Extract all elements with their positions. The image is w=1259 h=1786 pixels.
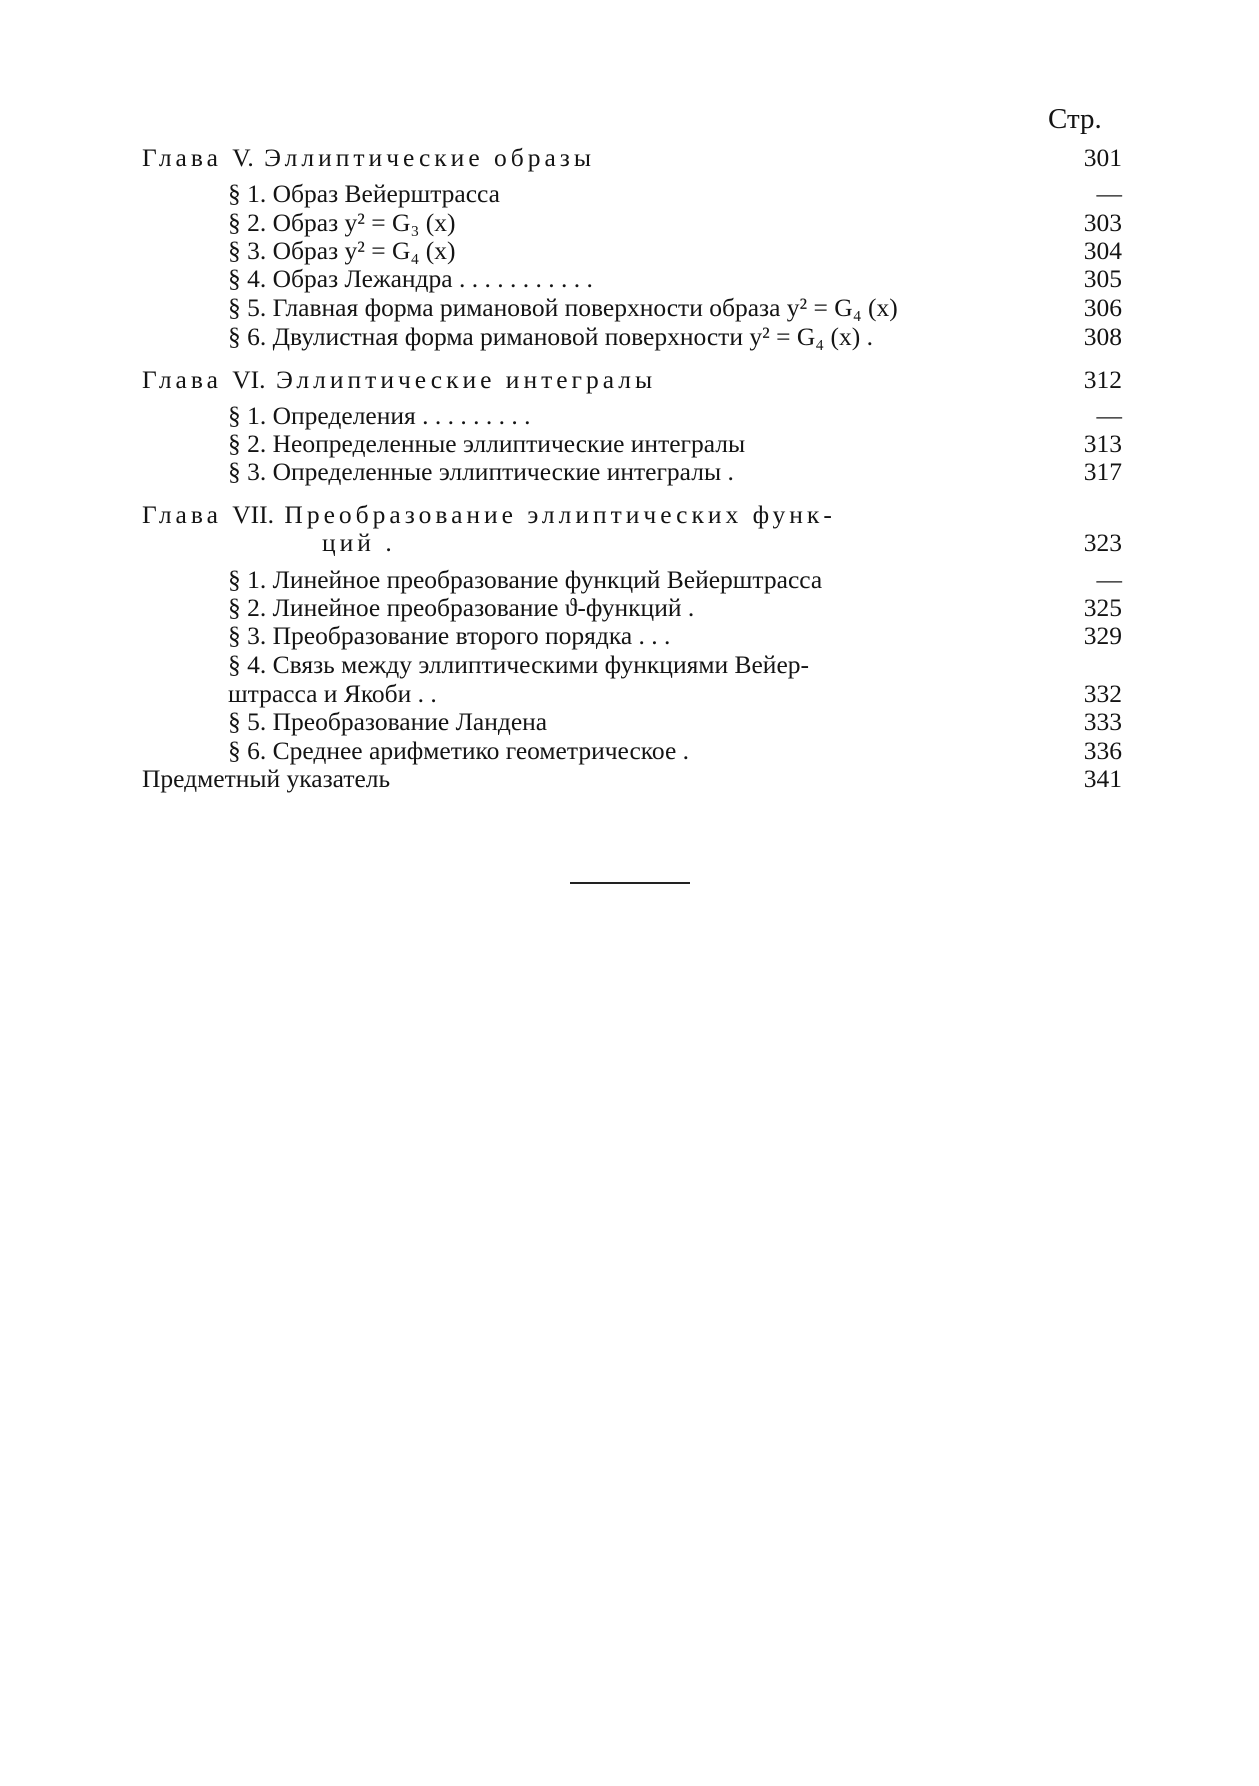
index-title: Предметный указатель <box>142 764 391 793</box>
toc-entry-chapter-5[interactable] <box>142 143 1122 173</box>
section-title: § 1. Образ Вейерштрасса <box>228 179 500 208</box>
page-number: 301 <box>1083 143 1122 172</box>
section-title: § 1. Линейное преобразование функций Вейерштрасса <box>228 565 823 594</box>
chapter-title-cont: ций . <box>322 528 396 557</box>
toc-entry-section[interactable] <box>142 457 1122 487</box>
toc-entry-section[interactable] <box>142 621 1122 651</box>
chapter-numeral: VII. <box>232 500 275 529</box>
chapter-title: Эллиптические образы <box>264 143 596 172</box>
section-title: § 6. Среднее арифметико геометрическое . <box>228 736 690 765</box>
toc-entry-section[interactable] <box>142 293 1122 323</box>
section-title: § 2. Линейное преобразование ϑ-функций . <box>228 593 695 622</box>
section-title: § 4. Образ Лежандра . . . . . . . . . . . <box>228 264 593 293</box>
chapter-title: Преобразование эллиптических функ- <box>284 500 836 529</box>
section-title: § 6. Двулистная форма римановой поверхности y² = G₄ (x) . <box>228 322 874 351</box>
chapter-title: Эллиптические интегралы <box>275 365 657 394</box>
toc-entry-section[interactable] <box>142 401 1122 431</box>
toc-entry-section[interactable] <box>142 264 1122 294</box>
toc-entry-section[interactable] <box>142 322 1122 352</box>
page-number: — <box>1096 401 1122 430</box>
chapter-label: Глава <box>142 500 222 529</box>
toc-entry-chapter-7[interactable] <box>142 500 1122 530</box>
section-title-cont: штрасса и Якоби . . <box>228 679 437 708</box>
page-number: 304 <box>1083 236 1122 265</box>
chapter-numeral: VI. <box>232 365 266 394</box>
page-number: 312 <box>1083 365 1122 394</box>
toc-entry-section-cont[interactable] <box>142 679 1122 709</box>
chapter-label: Глава <box>142 143 222 172</box>
section-title: § 3. Образ y² = G₄ (x) <box>228 236 456 265</box>
page-number: 308 <box>1083 322 1122 351</box>
toc-entry-chapter-6[interactable] <box>142 365 1122 395</box>
toc-entry-section[interactable] <box>142 650 1122 680</box>
toc-entry-section[interactable] <box>142 236 1122 266</box>
toc-entry-section[interactable] <box>142 429 1122 459</box>
section-title: § 4. Связь между эллиптическими функциями Вейер- <box>228 650 810 679</box>
toc-entry-index[interactable] <box>142 764 1122 794</box>
section-title: § 1. Определения . . . . . . . . . <box>228 401 531 430</box>
page-number: 323 <box>1083 528 1122 557</box>
toc-entry-section[interactable] <box>142 179 1122 209</box>
page-number: — <box>1096 565 1122 594</box>
toc-entry-section[interactable] <box>142 208 1122 238</box>
toc-entry-section[interactable] <box>142 565 1122 595</box>
section-title: § 3. Преобразование второго порядка . . . <box>228 621 671 650</box>
page-number: 333 <box>1083 707 1122 736</box>
toc-entry-section[interactable] <box>142 736 1122 766</box>
page-number: 336 <box>1083 736 1122 765</box>
chapter-label: Глава <box>142 365 222 394</box>
toc-entry-section[interactable] <box>142 707 1122 737</box>
chapter-numeral: V. <box>232 143 254 172</box>
toc-entry-section[interactable] <box>142 593 1122 623</box>
page-number: 325 <box>1083 593 1122 622</box>
page-column-label: Стр. <box>1048 103 1102 135</box>
page-number: 341 <box>1083 764 1122 793</box>
section-title: § 2. Неопределенные эллиптические интегралы <box>228 429 746 458</box>
section-title: § 3. Определенные эллиптические интегралы . <box>228 457 734 486</box>
page-number: 306 <box>1083 293 1122 322</box>
section-title: § 5. Главная форма римановой поверхности образа y² = G₄ (x) <box>228 293 898 322</box>
toc-entry-chapter-7-cont[interactable] <box>142 528 1122 558</box>
end-rule-divider <box>570 882 690 884</box>
page-number: 317 <box>1083 457 1122 486</box>
page-number: 303 <box>1083 208 1122 237</box>
page-number: — <box>1096 179 1122 208</box>
section-title: § 2. Образ y² = G₃ (x) <box>228 208 456 237</box>
page-number: 313 <box>1083 429 1122 458</box>
page-number: 329 <box>1083 621 1122 650</box>
page-number: 305 <box>1083 264 1122 293</box>
section-title: § 5. Преобразование Ландена <box>228 707 548 736</box>
page-number: 332 <box>1083 679 1122 708</box>
